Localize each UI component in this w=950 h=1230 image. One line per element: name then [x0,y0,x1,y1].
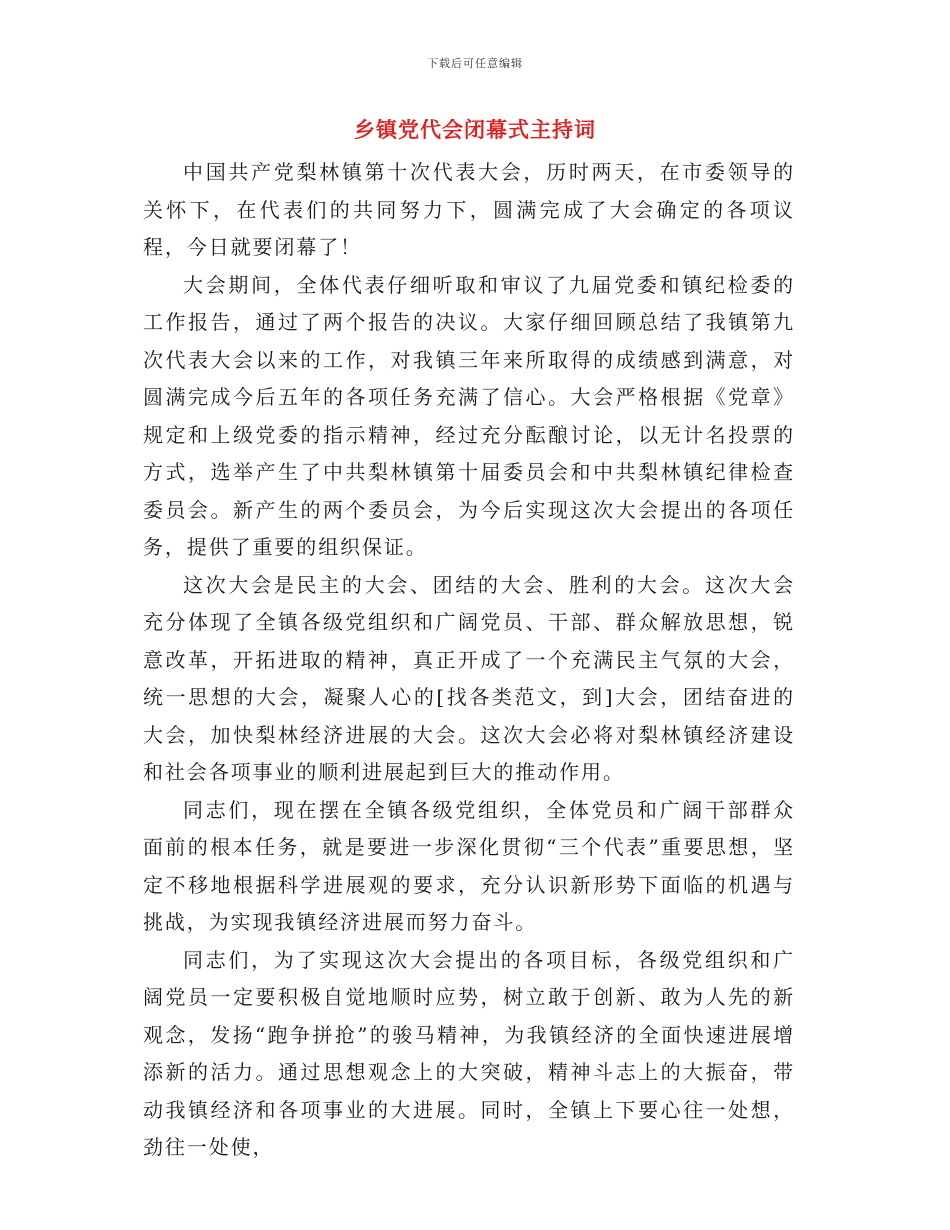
paragraph: 同志们，现在摆在全镇各级党组织，全体党员和广阔干部群众面前的根本任务，就是要进一步深化贯彻“三个代表”重要思想，坚定不移地根据科学进展观的要求，充分认识新形势下面临的机遇与挑战，为实现我镇经济进展而努力奋斗。 [143,797,795,934]
header-note: 下载后可任意编辑 [427,57,523,70]
paragraph: 大会期间，全体代表仔细听取和审议了九届党委和镇纪检委的工作报告，通过了两个报告的决议。大家仔细回顾总结了我镇第九次代表大会以来的工作，对我镇三年来所取得的成绩感到满意，对圆满完成今后五年的各项任务充满了信心。大会严格根据《党章》规定和上级党委的指示精神，经过充分酝酿讨论，以无计名投票的方式，选举产生了中共梨林镇第十届委员会和中共梨林镇纪律检查委员会。新产生的两个委员会，为今后实现这次大会提出的各项任务，提供了重要的组织保证。 [143,272,795,559]
paragraph: 这次大会是民主的大会、团结的大会、胜利的大会。这次大会充分体现了全镇各级党组织和广阔党员、干部、群众解放思想，锐意改革，开拓进取的精神，真正开成了一个充满民主气氛的大会，统一思想的大会，凝聚人心的[找各类范文，到]大会，团结奋进的大会，加快梨林经济进展的大会。这次大会必将对梨林镇经济建设和社会各项事业的顺利进展起到巨大的推动作用。 [143,572,795,784]
document-body [143,154,795,1167]
document-title: 乡镇党代会闭幕式主持词 [354,117,596,142]
paragraph: 同志们，为了实现这次大会提出的各项目标，各级党组织和广阔党员一定要积极自觉地顺时应势，树立敢于创新、敢为人先的新观念，发扬“跑争拼抢”的骏马精神，为我镇经济的全面快速进展增添新的活力。通过思想观念上的大突破，精神斗志上的大振奋，带动我镇经济和各项事业的大进展。同时，全镇上下要心往一处想，劲往一处使， [143,947,795,1159]
paragraph: 中国共产党梨林镇第十次代表大会，历时两天，在市委领导的关怀下，在代表们的共同努力下，圆满完成了大会确定的各项议程，今日就要闭幕了！ [143,160,795,259]
